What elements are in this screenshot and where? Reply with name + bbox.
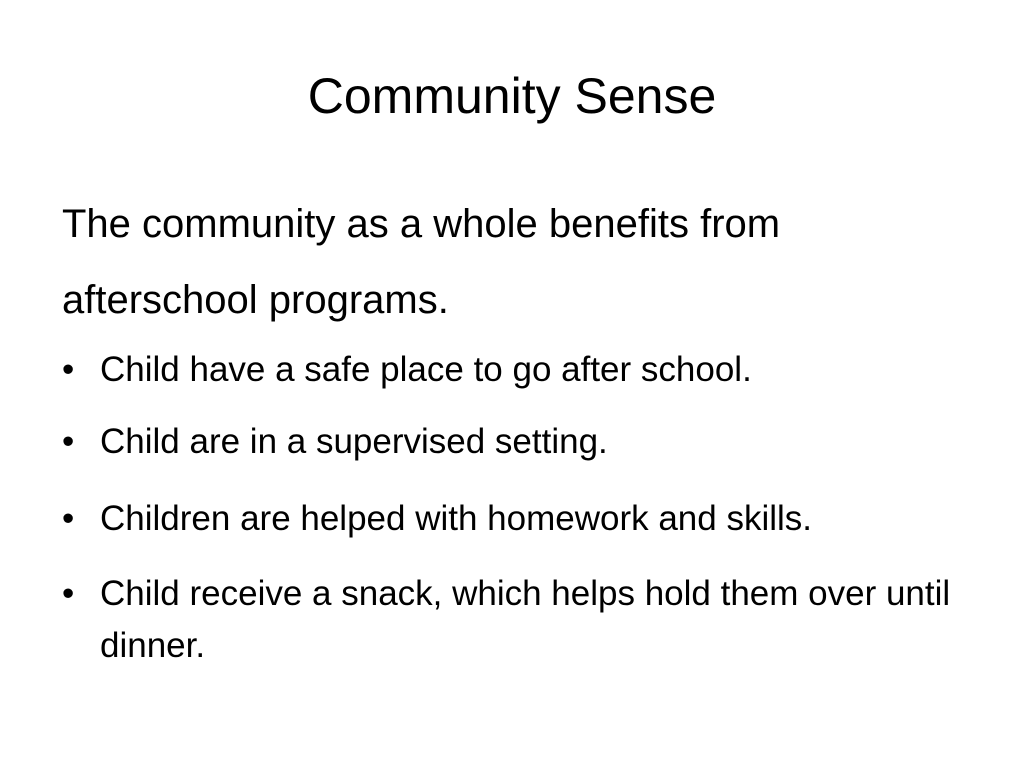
bullet-icon: •: [62, 350, 75, 389]
bullet-icon: •: [62, 422, 75, 461]
bullet-text: Child have a safe place to go after school.: [100, 350, 752, 389]
bullet-text: Children are helped with homework and skills.: [100, 499, 813, 538]
bullet-text: Child are in a supervised setting.: [100, 422, 608, 461]
bullet-item: [62, 342, 962, 398]
bullet-item: [62, 486, 962, 552]
slide-body: [62, 186, 962, 688]
bullet-list: [62, 342, 962, 672]
bullet-icon: •: [62, 499, 75, 538]
bullet-text: Child receive a snack, which helps hold them over until dinner.: [100, 574, 951, 665]
bullet-icon: •: [62, 574, 75, 613]
intro-text: The community as a whole benefits from afterschool programs.: [62, 202, 781, 322]
slide-title: Community Sense: [307, 68, 717, 124]
bullet-item: [62, 568, 962, 672]
bullet-item: [62, 414, 962, 470]
